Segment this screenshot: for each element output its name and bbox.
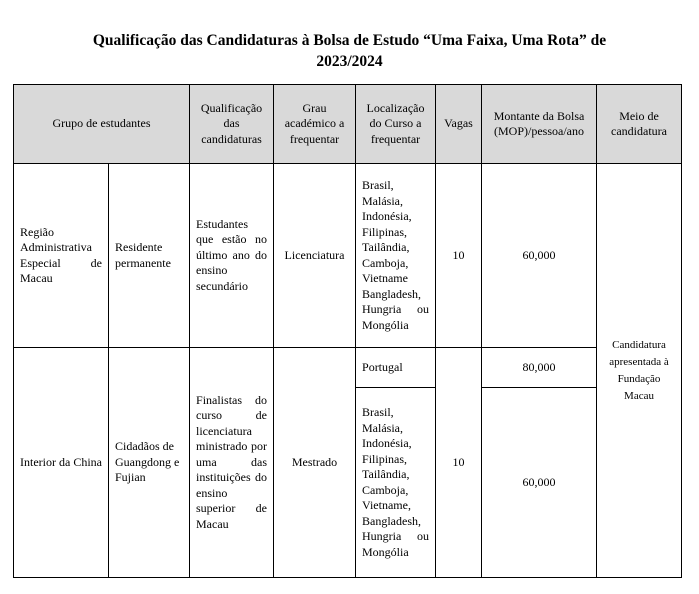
- cell-subgroup: Cidadãos de Guangdong e Fujian: [109, 348, 190, 578]
- cell-locations: Brasil, Malásia, Indonésia, Filipinas, Tailândia, Camboja, Vietname, Bangladesh, Hungria ou Mongólia: [356, 388, 436, 578]
- header-method: Meio de candidatura: [597, 85, 682, 164]
- header-qualification: Qualificação das candidaturas: [190, 85, 274, 164]
- cell-locations: Brasil, Malásia, Indonésia, Filipinas, Tailândia, Camboja, Vietname Bangladesh, Hungria ou Mongólia: [356, 164, 436, 348]
- table-row: [14, 164, 682, 348]
- cell-amount-portugal: 80,000: [482, 348, 597, 388]
- cell-amount: 60,000: [482, 164, 597, 348]
- header-vacancies: Vagas: [436, 85, 482, 164]
- header-degree: Grau académico a frequentar: [274, 85, 356, 164]
- cell-location-portugal: Portugal: [356, 348, 436, 388]
- cell-vacancies: 10: [436, 348, 482, 578]
- cell-region: Região Administrativa Especial de Macau: [14, 164, 109, 348]
- header-group: Grupo de estudantes: [14, 85, 190, 164]
- page-title: [0, 30, 699, 72]
- cell-qualification: Finalistas do curso de licenciatura ministrado por uma das instituições do ensino superior de Macau: [190, 348, 274, 578]
- cell-amount: 60,000: [482, 388, 597, 578]
- cell-degree: Mestrado: [274, 348, 356, 578]
- header-amount: Montante da Bolsa (MOP)/pessoa/ano: [482, 85, 597, 164]
- table-row: [14, 348, 682, 388]
- cell-region: Interior da China: [14, 348, 109, 578]
- title-line-2: 2023/2024: [316, 53, 383, 70]
- cell-subgroup: Residente permanente: [109, 164, 190, 348]
- title-line-1: Qualificação das Candidaturas à Bolsa de Estudo “Uma Faixa, Uma Rota” de: [92, 32, 607, 49]
- scholarship-table: [13, 84, 682, 578]
- cell-method: Candidatura apresentada à Fundação Macau: [597, 164, 682, 578]
- table-header-row: [14, 85, 682, 164]
- cell-vacancies: 10: [436, 164, 482, 348]
- header-location: Localização do Curso a frequentar: [356, 85, 436, 164]
- cell-degree: Licenciatura: [274, 164, 356, 348]
- cell-qualification: Estudantes que estão no último ano do ensino secundário: [190, 164, 274, 348]
